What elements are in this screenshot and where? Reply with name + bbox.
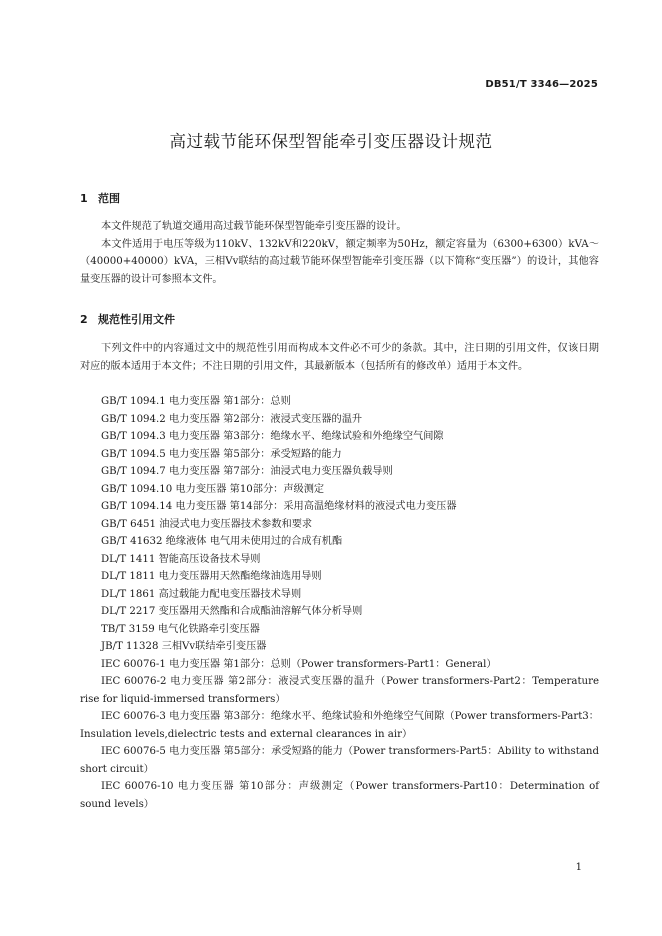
section-number: 1: [80, 192, 88, 205]
section-heading-normative-references: [80, 311, 175, 327]
reference-item: DL/T 2217 变压器用天然酯和合成酯油溶解气体分析导则: [101, 606, 363, 617]
standard-number: DB51/T 3346—2025: [485, 79, 598, 90]
reference-item: GB/T 1094.1 电力变压器 第1部分：总则: [101, 396, 291, 407]
reference-item: GB/T 1094.14 电力变压器 第14部分：采用高温绝缘材料的液浸式电力变压器: [101, 501, 457, 512]
reference-item: DL/T 1811 电力变压器用天然酯绝缘油选用导则: [101, 571, 322, 582]
reference-item: GB/T 1094.7 电力变压器 第7部分：油浸式电力变压器负载导则: [101, 466, 393, 477]
reference-item: IEC 60076-3 电力变压器 第3部分：绝缘水平、绝缘试验和外绝缘空气间隙（Power transformers-Part3：Insulation levels,dielectric tests and external clearances in air）: [80, 711, 599, 740]
reference-item: GB/T 1094.3 电力变压器 第3部分：绝缘水平、绝缘试验和外绝缘空气间隙: [101, 431, 444, 442]
reference-item: IEC 60076-10 电力变压器 第10部分：声级测定（Power transformers-Part10：Determination of sound levels）: [80, 781, 599, 810]
reference-item: GB/T 41632 绝缘液体 电气用未使用过的合成有机酯: [101, 536, 343, 547]
references-intro: [80, 340, 599, 375]
section-heading-scope: [80, 190, 120, 206]
reference-item: GB/T 6451 油浸式电力变压器技术参数和要求: [101, 518, 313, 530]
reference-list: [80, 393, 599, 813]
scope-body: [80, 218, 599, 288]
reference-item: DL/T 1861 高过载能力配电变压器技术导则: [101, 588, 302, 600]
reference-item: IEC 60076-1 电力变压器 第1部分：总则（Power transformers-Part1：General）: [101, 658, 497, 670]
paragraph: 下列文件中的内容通过文中的规范性引用而构成本文件必不可少的条款。其中，注日期的引用文件，仅该日期对应的版本适用于本文件；不注日期的引用文件，其最新版本（包括所有的修改单）适用于本文件。: [80, 343, 599, 372]
document-title: 高过载节能环保型智能牵引变压器设计规范: [169, 132, 493, 151]
reference-item: TB/T 3159 电气化铁路牵引变压器: [101, 623, 260, 635]
paragraph: 本文件适用于电压等级为110kV、132kV和220kV，额定频率为50Hz，额定容量为（6300+6300）kVA～（40000+40000）kVA，三相Vv联结的高过载节能环保型智能牵引变压器（以下简称“变压器”）的设计，其他容量变压器的设计可参照本文件。: [80, 238, 599, 285]
reference-item: IEC 60076-2 电力变压器 第2部分：液浸式变压器的温升（Power transformers-Part2：Temperature rise for liquid-immersed transformers）: [80, 676, 599, 705]
reference-item: GB/T 1094.10 电力变压器 第10部分：声级测定: [101, 483, 325, 495]
reference-item: JB/T 11328 三相Vv联结牵引变压器: [101, 641, 267, 652]
reference-item: DL/T 1411 智能高压设备技术导则: [101, 553, 261, 565]
page-number: 1: [575, 862, 582, 873]
reference-item: GB/T 1094.2 电力变压器 第2部分：液浸式变压器的温升: [101, 413, 363, 425]
reference-item: IEC 60076-5 电力变压器 第5部分：承受短路的能力（Power transformers-Part5：Ability to withstand short circuit）: [80, 746, 599, 775]
section-title: 规范性引用文件: [98, 313, 175, 326]
reference-item: GB/T 1094.5 电力变压器 第5部分：承受短路的能力: [101, 448, 342, 460]
section-title: 范围: [98, 192, 120, 205]
section-number: 2: [80, 313, 88, 326]
paragraph: 本文件规范了轨道交通用高过载节能环保型智能牵引变压器的设计。: [101, 221, 407, 232]
